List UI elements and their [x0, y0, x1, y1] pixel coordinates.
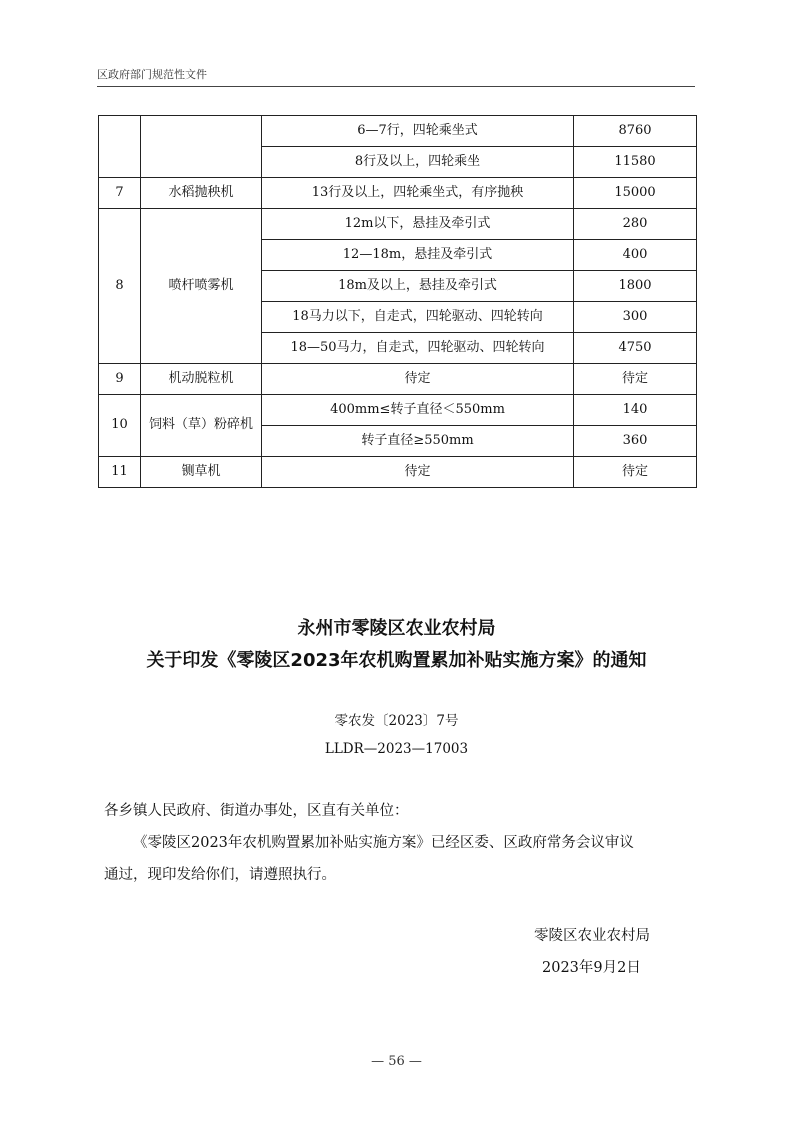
row-number-cell [99, 116, 141, 178]
document-number: 零农发〔2023〕7号 [334, 713, 459, 729]
spec-cell: 12—18m，悬挂及牵引式 [262, 240, 574, 271]
notice-body-line: 《零陵区2023年农机购置累加补贴实施方案》已经区委、区政府常务会议审议 [133, 835, 634, 851]
machine-name-cell [141, 116, 262, 178]
amount-cell: 11580 [574, 147, 697, 178]
amount-cell: 400 [574, 240, 697, 271]
amount-cell: 8760 [574, 116, 697, 147]
header-divider [97, 86, 695, 87]
spec-cell: 18m及以上，悬挂及牵引式 [262, 271, 574, 302]
spec-cell: 12m以下，悬挂及牵引式 [262, 209, 574, 240]
amount-cell: 140 [574, 395, 697, 426]
document-category-header: 区政府部门规范性文件 [97, 68, 207, 81]
notice-title-issuer: 永州市零陵区农业农村局 [297, 618, 496, 639]
spec-cell: 6—7行，四轮乘坐式 [262, 116, 574, 147]
notice-body-line: 通过，现印发给你们，请遵照执行。 [104, 867, 336, 883]
amount-cell: 4750 [574, 333, 697, 364]
row-number-cell: 10 [99, 395, 141, 457]
machine-name-cell: 喷杆喷雾机 [141, 209, 262, 364]
row-number-cell: 9 [99, 364, 141, 395]
spec-cell: 18马力以下，自走式，四轮驱动、四轮转向 [262, 302, 574, 333]
amount-cell: 300 [574, 302, 697, 333]
table-row [99, 116, 697, 147]
amount-cell: 280 [574, 209, 697, 240]
spec-cell: 13行及以上，四轮乘坐式，有序抛秧 [262, 178, 574, 209]
row-number-cell: 11 [99, 457, 141, 488]
table-row [99, 457, 697, 488]
spec-cell: 8行及以上，四轮乘坐 [262, 147, 574, 178]
subsidy-table [98, 115, 697, 488]
row-number-cell: 8 [99, 209, 141, 364]
machine-name-cell: 铡草机 [141, 457, 262, 488]
spec-cell: 待定 [262, 364, 574, 395]
machine-name-cell: 机动脱粒机 [141, 364, 262, 395]
salutation: 各乡镇人民政府、街道办事处，区直有关单位： [104, 803, 409, 819]
signature-date: 2023年9月2日 [542, 960, 641, 976]
machine-name-cell: 饲料（草）粉碎机 [141, 395, 262, 457]
table-row [99, 364, 697, 395]
spec-cell: 18—50马力，自走式，四轮驱动、四轮转向 [262, 333, 574, 364]
page-number: — 56 — [371, 1054, 422, 1069]
spec-cell: 400mm≤转子直径＜550mm [262, 395, 574, 426]
table-row [99, 178, 697, 209]
amount-cell: 待定 [574, 364, 697, 395]
machine-name-cell: 水稻抛秧机 [141, 178, 262, 209]
table-row [99, 209, 697, 240]
spec-cell: 转子直径≥550mm [262, 426, 574, 457]
table-row [99, 395, 697, 426]
amount-cell: 1800 [574, 271, 697, 302]
spec-cell: 待定 [262, 457, 574, 488]
document-code: LLDR—2023—17003 [324, 741, 469, 757]
amount-cell: 360 [574, 426, 697, 457]
signature-organization: 零陵区农业农村局 [534, 928, 650, 944]
row-number-cell: 7 [99, 178, 141, 209]
notice-title-subject: 关于印发《零陵区2023年农机购置累加补贴实施方案》的通知 [146, 650, 647, 671]
amount-cell: 15000 [574, 178, 697, 209]
amount-cell: 待定 [574, 457, 697, 488]
